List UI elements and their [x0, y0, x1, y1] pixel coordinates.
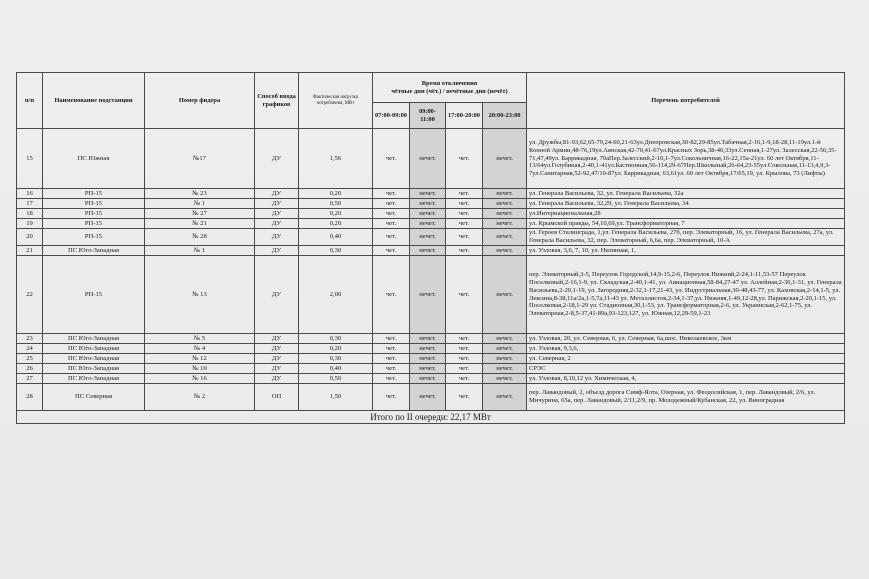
row-method: ДУ	[255, 364, 299, 374]
row-consumers: ул. Узловая, 9,3,6,	[527, 344, 845, 354]
row-slot-1: чет.	[373, 246, 410, 256]
row-slot-1: чет.	[373, 344, 410, 354]
row-slot-1: чет.	[373, 374, 410, 384]
row-number: 20	[17, 229, 43, 246]
row-slot-3: чет.	[446, 189, 483, 199]
row-number: 28	[17, 384, 43, 411]
row-method: ДУ	[255, 374, 299, 384]
row-feeder: № 23	[145, 189, 255, 199]
row-number: 18	[17, 209, 43, 219]
row-slot-3: чет.	[446, 354, 483, 364]
row-consumers: ул. Узловая, 8,10,12 ул. Химическая, 4,	[527, 374, 845, 384]
row-slot-3: чет.	[446, 374, 483, 384]
row-slot-4: нечет.	[483, 246, 527, 256]
row-slot-2: нечет.	[410, 384, 446, 411]
slot-header-1: 07:00-09:00	[373, 103, 410, 129]
row-load: 0,40	[299, 229, 373, 246]
col-header-load: Фактическая нагрузка потребления, МВт	[299, 73, 373, 129]
row-method: ДУ	[255, 229, 299, 246]
row-feeder: № 10	[145, 364, 255, 374]
row-feeder: № 1	[145, 199, 255, 209]
row-consumers: ул. Крымской правды, 54,10,69,ул. Трансформаторная, 7	[527, 219, 845, 229]
row-slot-3: чет.	[446, 344, 483, 354]
row-substation: РП-15	[43, 209, 145, 219]
row-slot-1: чет.	[373, 384, 410, 411]
row-slot-4: нечет.	[483, 129, 527, 189]
table-row	[17, 344, 845, 354]
table-row	[17, 199, 845, 209]
row-slot-1: чет.	[373, 256, 410, 334]
row-slot-3: чет.	[446, 199, 483, 209]
row-slot-4: нечет.	[483, 364, 527, 374]
row-substation: ПС Юго-Западная	[43, 246, 145, 256]
slot-header-4: 20:00-23:00	[483, 103, 527, 129]
row-slot-1: чет.	[373, 129, 410, 189]
table-row	[17, 209, 845, 219]
row-slot-4: нечет.	[483, 334, 527, 344]
row-slot-2: нечет.	[410, 364, 446, 374]
row-slot-4: нечет.	[483, 189, 527, 199]
row-slot-3: чет.	[446, 256, 483, 334]
row-consumers: ул. Героев Сталинграда, 1,ул. Генерала Васильева, 27б, пер. Элеваторный, 16, ул. Генерала Васильева, 27а, ул. Генерала Васильева, 32, пер. Элеваторный, 6,6а, пер. Элеваторный, 10-А	[527, 229, 845, 246]
row-slot-4: нечет.	[483, 209, 527, 219]
row-feeder: № 1	[145, 246, 255, 256]
row-slot-2: нечет.	[410, 199, 446, 209]
row-substation: ПС Юго-Западная	[43, 334, 145, 344]
time-title-line-2: чётные дни (чёт.) / нечётные дни (нечёт)	[391, 87, 508, 95]
total-label: Итого по II очереди: 22,17 МВт	[17, 411, 845, 424]
slot-header-2: 09:00-11:00	[410, 103, 446, 129]
row-method: ДУ	[255, 189, 299, 199]
row-consumers: ул. Узловая, 3,6, 7, 10, ул. Низинная, 1,	[527, 246, 845, 256]
row-feeder: № 16	[145, 374, 255, 384]
row-feeder: № 21	[145, 219, 255, 229]
row-slot-1: чет.	[373, 354, 410, 364]
row-consumers: пер. Элеваторный,3-5, Переулок Городской,14,9-15,2-6, Переулок Нижний,2-24,1-11,53-57 Переулок Поселковый,2-16,1-9, ул. Складская,2-40,1-41, ул. Авиационная,58-84,27-47 ул. Аллейная,2-30,1-31, ул. Генерала Васильева,2-20,1-19, ул. Загородняя,2-32,1-17,21-43, ул. Индустриальная,30-48,43-77, ул. Каховская,2-14,1-5, ул. Лексина,8-38,11а/2а,1-5,7а,11-43 ул. Металлистов,2-34,1-37,ул. Нижняя,1-49,12-28,ул. Парижская,2-20,1-15, ул. Поселковая,2-18,1-29 ул. Стадионная,30,1-53, ул. Трансформаторная,2-6, ул. Украинская,2-62,1-75, ул. Элеваторная,2-8,5-37,41-89а,93-123,127, ул. Южная,12,29-59,1-23	[527, 256, 845, 334]
row-slot-2: нечет.	[410, 209, 446, 219]
row-slot-3: чет.	[446, 384, 483, 411]
row-number: 23	[17, 334, 43, 344]
row-slot-2: нечет.	[410, 334, 446, 344]
row-slot-2: нечет.	[410, 229, 446, 246]
row-load: 0,20	[299, 209, 373, 219]
col-header-consumers: Перечень потребителей	[527, 73, 845, 129]
row-method: ДУ	[255, 256, 299, 334]
row-slot-3: чет.	[446, 219, 483, 229]
table-row	[17, 129, 845, 189]
row-slot-2: нечет.	[410, 189, 446, 199]
row-slot-2: нечет.	[410, 129, 446, 189]
row-slot-1: чет.	[373, 229, 410, 246]
slot-header-3: 17:00-20:00	[446, 103, 483, 129]
row-method: ДУ	[255, 246, 299, 256]
table-row	[17, 246, 845, 256]
row-method: ДУ	[255, 219, 299, 229]
col-header-num: п/п	[17, 73, 43, 129]
row-load: 0,30	[299, 354, 373, 364]
total-row	[17, 411, 845, 424]
row-slot-1: чет.	[373, 334, 410, 344]
row-consumers: ул. Северная, 2	[527, 354, 845, 364]
row-feeder: № 13	[145, 256, 255, 334]
row-substation: ПС Юго-Западная	[43, 354, 145, 364]
row-load: 2,00	[299, 256, 373, 334]
row-substation: РП-15	[43, 219, 145, 229]
table-body	[17, 129, 845, 411]
row-consumers: ул. Дружбы,81-93,62,65-79,24-60,21-63ул.Днепровская,30-82,29-85ул.Табачная,2-16,1-9,18-28,11-19ул.1-й Конной Армии,48-76,19ул.Аянская,42-70,41-67ул.Красных Зорь,38-40,33ул.Сенная,1-27ул. Залесская,22-56,35-71,47,49ул. Баррикадная, 70аПер.Залесский,2-10,1-7ул.Сокольничная,16-22,15а-21ул. 60 лет Октября,11-13/64ул.Голубиная,2-40,1-41ул.Бастионная,56-114,29-67Пер.Школьный,26-64,23-55ул.Сокольная,11-13,4,9,3-7ул.Санитарная,52-92,47/10-87ул. Баррикадная, 63,61ул. 60 лет Октября,17/65,19, ул. Крылова, 73 (Лифты)	[527, 129, 845, 189]
row-slot-1: чет.	[373, 364, 410, 374]
row-slot-4: нечет.	[483, 199, 527, 209]
row-feeder: № 28	[145, 229, 255, 246]
row-method: ДУ	[255, 344, 299, 354]
header-row-1	[17, 73, 845, 103]
table-row	[17, 384, 845, 411]
table-row	[17, 229, 845, 246]
row-method: ДУ	[255, 199, 299, 209]
row-slot-1: чет.	[373, 189, 410, 199]
row-slot-4: нечет.	[483, 354, 527, 364]
row-load: 0,20	[299, 189, 373, 199]
time-title-line-1: Время отключения	[421, 80, 478, 88]
row-substation: ПС Юго-Западная	[43, 374, 145, 384]
row-substation: ПС Юго-Западная	[43, 364, 145, 374]
row-slot-1: чет.	[373, 199, 410, 209]
row-number: 21	[17, 246, 43, 256]
table-row	[17, 256, 845, 334]
row-slot-3: чет.	[446, 364, 483, 374]
row-substation: РП-15	[43, 199, 145, 209]
row-slot-2: нечет.	[410, 344, 446, 354]
row-consumers: ул. Узловая, 20, ул. Северная, 6, ул. Северная, 6а,шос. Николаевское, 3км	[527, 334, 845, 344]
row-number: 26	[17, 364, 43, 374]
row-slot-1: чет.	[373, 209, 410, 219]
row-feeder: № 27	[145, 209, 255, 219]
row-substation: ПС Юго-Западная	[43, 344, 145, 354]
table-row	[17, 189, 845, 199]
row-substation: РП-15	[43, 189, 145, 199]
row-consumers: пер. Лавандовый, 2, объезд дорога Симф-Ялта, Озерная, ул. Феодосийская, 1, пер. Лавандовый, 2/6, ул. Мичурина, 65а, пер. Лавандовый, 2/11,2/9, пр. Молодежный/Кубанская, 22, ул. Виноградная	[527, 384, 845, 411]
row-number: 22	[17, 256, 43, 334]
row-method: ДУ	[255, 334, 299, 344]
row-substation: РП-15	[43, 256, 145, 334]
row-load: 0,50	[299, 374, 373, 384]
row-feeder: №17	[145, 129, 255, 189]
row-method: ДУ	[255, 129, 299, 189]
row-load: 0,30	[299, 334, 373, 344]
row-number: 19	[17, 219, 43, 229]
row-slot-2: нечет.	[410, 219, 446, 229]
row-substation: ПС Южная	[43, 129, 145, 189]
row-slot-4: нечет.	[483, 256, 527, 334]
row-number: 27	[17, 374, 43, 384]
col-header-substation: Наименование подстанции	[43, 73, 145, 129]
row-number: 25	[17, 354, 43, 364]
row-consumers: СРЭС	[527, 364, 845, 374]
row-slot-3: чет.	[446, 246, 483, 256]
table-row	[17, 374, 845, 384]
row-feeder: № 4	[145, 344, 255, 354]
row-slot-3: чет.	[446, 129, 483, 189]
row-slot-2: нечет.	[410, 246, 446, 256]
row-method: ОП	[255, 384, 299, 411]
row-slot-4: нечет.	[483, 384, 527, 411]
row-slot-4: нечет.	[483, 219, 527, 229]
row-consumers: ул.Интернациональная,28	[527, 209, 845, 219]
row-load: 1,50	[299, 384, 373, 411]
row-slot-2: нечет.	[410, 354, 446, 364]
col-header-method: Способ ввода графиков	[255, 73, 299, 129]
row-consumers: ул. Генерала Васильева, 32, ул. Генерала Васильева, 32а	[527, 189, 845, 199]
row-load: 0,40	[299, 364, 373, 374]
row-substation: ПС Северная	[43, 384, 145, 411]
row-load: 1,56	[299, 129, 373, 189]
row-feeder: № 2	[145, 384, 255, 411]
col-header-feeder: Номер фидера	[145, 73, 255, 129]
schedule-table	[16, 72, 845, 424]
row-number: 17	[17, 199, 43, 209]
table-row	[17, 354, 845, 364]
row-method: ДУ	[255, 209, 299, 219]
table-row	[17, 334, 845, 344]
row-load: 0,20	[299, 219, 373, 229]
row-load: 0,30	[299, 246, 373, 256]
table-row	[17, 219, 845, 229]
row-load: 0,50	[299, 199, 373, 209]
row-number: 16	[17, 189, 43, 199]
row-slot-4: нечет.	[483, 344, 527, 354]
row-feeder: № 5	[145, 334, 255, 344]
row-number: 24	[17, 344, 43, 354]
col-header-time	[373, 73, 527, 103]
row-consumers: ул. Генерала Васильева, 32,29, ул. Генерала Васильева, 34	[527, 199, 845, 209]
row-slot-2: нечет.	[410, 374, 446, 384]
row-slot-3: чет.	[446, 209, 483, 219]
row-substation: РП-15	[43, 229, 145, 246]
row-slot-3: чет.	[446, 334, 483, 344]
row-slot-4: нечет.	[483, 229, 527, 246]
row-slot-1: чет.	[373, 219, 410, 229]
row-number: 15	[17, 129, 43, 189]
row-load: 0,20	[299, 344, 373, 354]
row-slot-2: нечет.	[410, 256, 446, 334]
row-feeder: № 12	[145, 354, 255, 364]
row-slot-4: нечет.	[483, 374, 527, 384]
table-row	[17, 364, 845, 374]
row-slot-3: чет.	[446, 229, 483, 246]
row-method: ДУ	[255, 354, 299, 364]
